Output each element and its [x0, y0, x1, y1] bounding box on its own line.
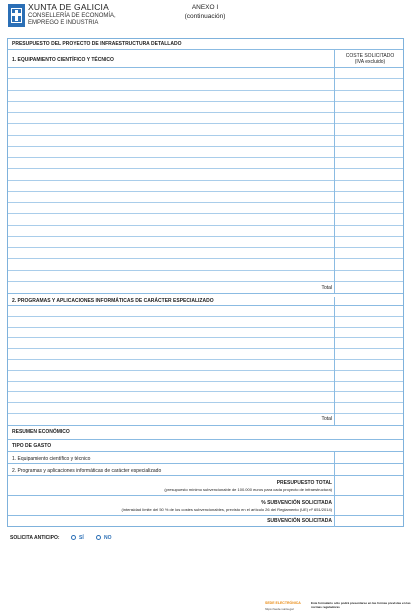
- grid-column-line: [334, 297, 335, 425]
- grid-row-line: [8, 67, 403, 68]
- sede-url: https://sede.xunta.gal: [265, 607, 294, 611]
- total-budget-label: PRESUPUESTO TOTAL: [276, 480, 332, 486]
- budget-form-table: [7, 38, 404, 527]
- advance-label: SOLICITA ANTICIPO:: [10, 535, 60, 541]
- grid-row-line: [8, 327, 403, 328]
- advance-yes-radio[interactable]: [71, 535, 76, 540]
- grid-row-line: [8, 49, 403, 50]
- grid-row-line: [8, 425, 403, 426]
- grid-row-line: [8, 402, 403, 403]
- grid-row-line: [8, 381, 403, 382]
- org-line-3: EMPREGO E INDUSTRIA: [28, 19, 99, 26]
- grid-row-line: [8, 305, 403, 306]
- org-line-1: XUNTA DE GALICIA: [28, 2, 109, 12]
- grid-column-line: [334, 49, 335, 294]
- grid-row-line: [8, 90, 403, 91]
- subsidy-requested-label: SUBVENCIÓN SOLICITADA: [267, 518, 332, 524]
- section2-total-label: Total: [321, 416, 332, 422]
- grid-row-line: [8, 112, 403, 113]
- grid-row-line: [8, 475, 403, 476]
- grid-row-line: [8, 180, 403, 181]
- grid-row-line: [8, 225, 403, 226]
- grid-column-line: [334, 451, 335, 527]
- advance-no-radio[interactable]: [96, 535, 101, 540]
- grid-row-line: [8, 135, 403, 136]
- sede-electronica-badge: SEDE ELECTRÓNICA: [265, 601, 301, 605]
- footer-note: Este formulario sólo podrá presentarse en las formas previstas en las normas reguladoras: [311, 601, 411, 609]
- section1-total-label: Total: [321, 285, 332, 291]
- section1-title: 1. EQUIPAMIENTO CIENTÍFICO Y TÉCNICO: [12, 57, 114, 63]
- organization-name: [28, 3, 116, 26]
- summary-title: RESUMEN ECONÓMICO: [12, 429, 70, 435]
- summary-item-2: 2. Programas y aplicaciones informáticas de carácter especializado: [12, 468, 162, 474]
- total-budget-note: (presupuesto mínimo subvencionable de 100.000 euros para cada proyecto de infraestructura): [164, 487, 332, 492]
- grid-row-line: [8, 247, 403, 248]
- expense-type-label: TIPO DE GASTO: [12, 443, 52, 449]
- grid-row-line: [8, 348, 403, 349]
- cost-header-line1: COSTE SOLICITADO: [345, 53, 395, 59]
- grid-row-line: [8, 270, 403, 271]
- cost-header-line2: (IVA excluido): [354, 59, 386, 65]
- grid-row-line: [8, 515, 403, 516]
- section2-title: 2. PROGRAMAS Y APLICACIONES INFORMÁTICAS DE CARÁCTER ESPECIALIZADO: [12, 298, 214, 304]
- grid-row-line: [8, 413, 403, 414]
- cost-header: [336, 53, 404, 65]
- document-header: [0, 0, 417, 40]
- advance-no-label: NO: [104, 535, 112, 541]
- grid-row-line: [8, 236, 403, 237]
- annex-title: [160, 3, 250, 21]
- grid-row-line: [8, 359, 403, 360]
- grid-row-line: [8, 439, 403, 440]
- advance-yes-label: SÍ: [79, 535, 84, 541]
- grid-row-line: [8, 157, 403, 158]
- grid-row-line: [8, 370, 403, 371]
- grid-row-line: [8, 258, 403, 259]
- xunta-logo-icon: [8, 4, 25, 27]
- grid-row-line: [8, 391, 403, 392]
- grid-row-line: [8, 123, 403, 124]
- grid-row-line: [8, 202, 403, 203]
- grid-row-line: [8, 101, 403, 102]
- grid-row-line: [8, 146, 403, 147]
- annex-subtitle: (continuación): [184, 13, 226, 20]
- grid-row-line: [8, 495, 403, 496]
- grid-row-line: [8, 293, 403, 294]
- pct-subsidy-note: (intensidad límite del 50 % de los costes subvencionables, previsto en el artículo 26 del Reglamento (UE) nº 651/2014): [121, 507, 332, 512]
- summary-item-1: 1. Equipamiento científico y técnico: [12, 456, 91, 462]
- grid-row-line: [8, 191, 403, 192]
- grid-row-line: [8, 168, 403, 169]
- grid-row-line: [8, 337, 403, 338]
- annex-title-line: ANEXO I: [191, 4, 219, 11]
- org-line-2: CONSELLERÍA DE ECONOMÍA,: [28, 12, 116, 19]
- pct-subsidy-label: % SUBVENCIÓN SOLICITADA: [261, 500, 332, 506]
- grid-row-line: [8, 451, 403, 452]
- grid-row-line: [8, 78, 403, 79]
- grid-row-line: [8, 316, 403, 317]
- grid-row-line: [8, 463, 403, 464]
- grid-row-line: [8, 281, 403, 282]
- form-title: PRESUPUESTO DEL PROYECTO DE INFRAESTRUCTURA DETALLADO: [12, 41, 182, 47]
- grid-row-line: [8, 213, 403, 214]
- footer: [265, 601, 415, 613]
